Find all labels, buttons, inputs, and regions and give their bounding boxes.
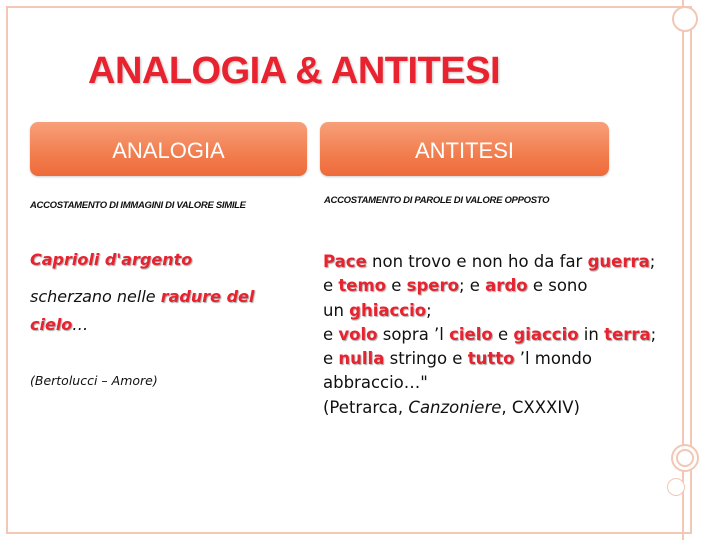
verse-text: e bbox=[323, 349, 339, 369]
verse-text: ’l mondo bbox=[514, 349, 592, 369]
analogia-definition: ACCOSTAMENTO DI IMMAGINI DI VALORE SIMILE bbox=[30, 200, 246, 211]
verse-text: e bbox=[386, 276, 407, 296]
antitesi-header bbox=[320, 122, 609, 176]
antitesi-line-3 bbox=[323, 299, 703, 323]
verse-text: e bbox=[323, 276, 339, 296]
analogia-header bbox=[30, 122, 307, 176]
highlight-word: ghiaccio bbox=[349, 300, 427, 320]
verse-text: un bbox=[323, 300, 350, 320]
citation-text: , CXXXIV) bbox=[501, 397, 580, 417]
highlight-word: temo bbox=[338, 276, 387, 296]
verse-text: non trovo e non ho da far bbox=[366, 252, 588, 271]
verse-text: in bbox=[578, 324, 605, 344]
antitesi-definition: ACCOSTAMENTO DI PAROLE DI VALORE OPPOSTO bbox=[324, 195, 550, 206]
antitesi-line-2 bbox=[323, 274, 703, 298]
citation-text: (Petrarca, bbox=[323, 397, 409, 417]
verse-text: ; bbox=[649, 252, 656, 271]
highlight-word: ardo bbox=[485, 276, 528, 296]
verse-text: e bbox=[323, 324, 339, 344]
verse-text: ; e bbox=[458, 276, 486, 296]
antitesi-line-6: abbraccio…" bbox=[323, 373, 428, 393]
highlight-word: radure del bbox=[160, 287, 255, 306]
analogia-citation: (Bertolucci – Amore) bbox=[30, 373, 158, 388]
highlight-word: volo bbox=[338, 324, 378, 344]
highlight-word: spero bbox=[406, 276, 459, 296]
analogia-line-1: Caprioli d'argento bbox=[30, 250, 193, 269]
slide-title: ANALOGIA & ANTITESI bbox=[88, 50, 501, 92]
highlight-word: Pace bbox=[323, 252, 367, 271]
verse-text: … bbox=[72, 315, 89, 334]
analogia-header-label: ANALOGIA bbox=[112, 138, 225, 163]
highlight-word: giaccio bbox=[513, 324, 579, 344]
antitesi-header-label: ANTITESI bbox=[414, 138, 514, 163]
verse-text: stringo e bbox=[384, 349, 468, 369]
citation-work-title: Canzoniere bbox=[408, 397, 502, 417]
antitesi-example bbox=[323, 250, 703, 420]
analogia-example bbox=[30, 250, 310, 388]
antitesi-line-5 bbox=[323, 347, 703, 371]
highlight-word: terra bbox=[604, 324, 651, 344]
decorative-ring-small bbox=[667, 478, 685, 496]
antitesi-citation bbox=[323, 396, 703, 420]
verse-text: e sono bbox=[527, 276, 588, 296]
highlight-word: tutto bbox=[467, 349, 515, 369]
highlight-word: cielo bbox=[30, 315, 73, 334]
verse-text: scherzano nelle bbox=[30, 287, 161, 306]
verse-text: sopra ’l bbox=[377, 324, 450, 344]
verse-text: ; bbox=[426, 300, 432, 320]
verse-text: e bbox=[492, 324, 514, 344]
highlight-word: nulla bbox=[338, 349, 385, 369]
antitesi-line-4 bbox=[323, 323, 703, 347]
decorative-ring-top bbox=[672, 6, 698, 32]
antitesi-line-1 bbox=[323, 250, 703, 274]
verse-text: ; bbox=[650, 324, 657, 344]
highlight-word: cielo bbox=[449, 324, 493, 344]
decorative-ring-inner bbox=[676, 449, 694, 467]
analogia-verse bbox=[30, 283, 310, 339]
highlight-word: guerra bbox=[587, 252, 650, 271]
